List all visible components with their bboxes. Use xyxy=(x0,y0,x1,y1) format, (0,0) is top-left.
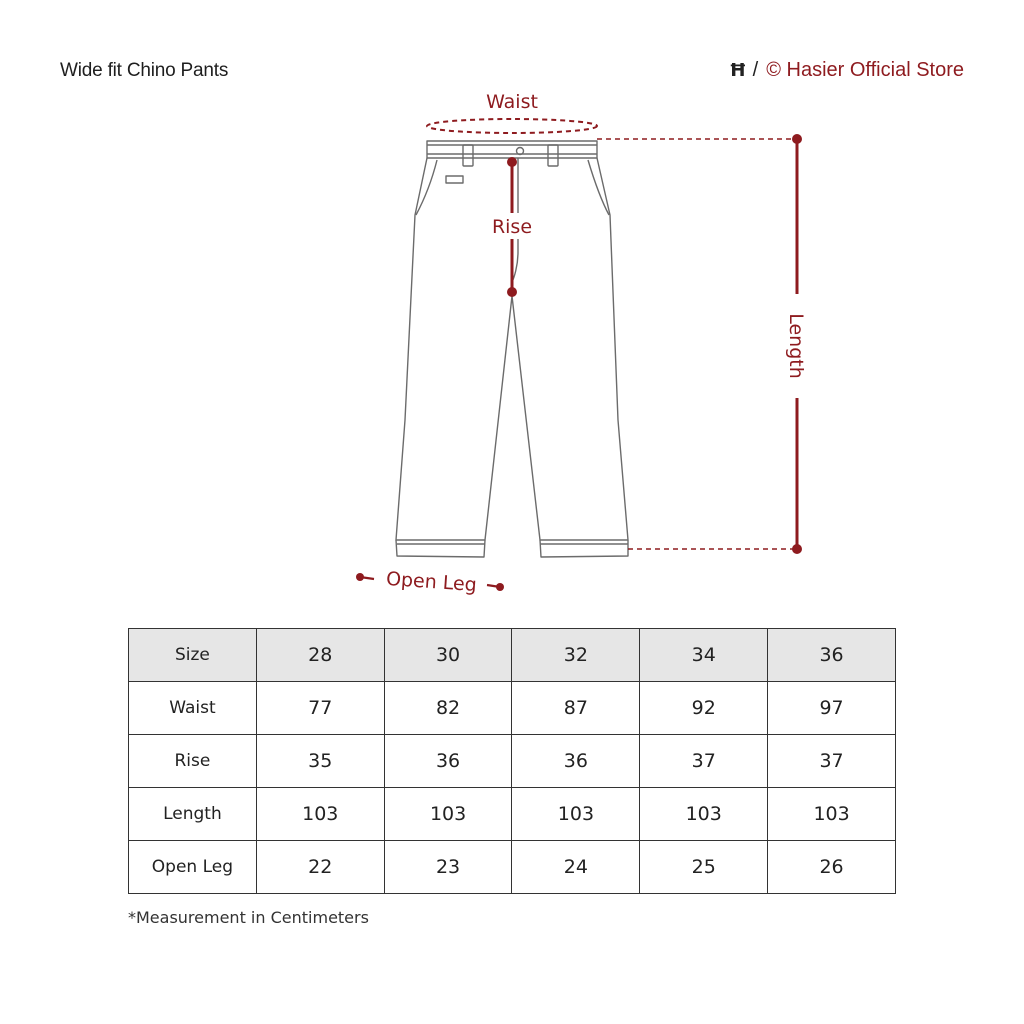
table-cell: 37 xyxy=(640,735,768,788)
brand-separator: / xyxy=(752,59,759,81)
table-cell: 35 xyxy=(256,735,384,788)
row-label: Length xyxy=(129,788,257,841)
brand-logo-icon: Ħ xyxy=(729,60,747,81)
belt-loop xyxy=(463,145,473,166)
table-cell: 24 xyxy=(512,841,640,894)
rise-label: Rise xyxy=(491,216,533,238)
waistband xyxy=(427,141,597,158)
table-cell: 25 xyxy=(640,841,768,894)
size-header-cell: 32 xyxy=(512,629,640,682)
measurement-footnote: *Measurement in Centimeters xyxy=(128,908,369,927)
table-cell: 22 xyxy=(256,841,384,894)
product-title: Wide fit Chino Pants xyxy=(60,60,229,81)
belt-loop xyxy=(548,145,558,166)
left-pocket xyxy=(416,160,437,215)
size-header-cell: 34 xyxy=(640,629,768,682)
size-header-cell: 36 xyxy=(768,629,896,682)
brand-store-name: © Hasier Official Store xyxy=(766,59,964,81)
left-hem xyxy=(396,540,485,557)
open-leg-label: Open Leg xyxy=(385,567,478,597)
size-table xyxy=(128,628,896,894)
table-cell: 103 xyxy=(640,788,768,841)
waist-label: Waist xyxy=(486,91,538,113)
table-cell: 36 xyxy=(512,735,640,788)
table-cell: 103 xyxy=(512,788,640,841)
size-header-cell: 28 xyxy=(256,629,384,682)
table-cell: 103 xyxy=(384,788,512,841)
table-row-open-leg xyxy=(129,841,896,894)
table-cell: 87 xyxy=(512,682,640,735)
table-cell: 26 xyxy=(768,841,896,894)
table-cell: 36 xyxy=(384,735,512,788)
row-label: Waist xyxy=(129,682,257,735)
table-cell: 37 xyxy=(768,735,896,788)
row-label: Open Leg xyxy=(129,841,257,894)
length-label: Length xyxy=(785,313,807,379)
table-row-waist xyxy=(129,682,896,735)
table-cell: 77 xyxy=(256,682,384,735)
right-hem xyxy=(540,540,628,557)
length-indicator xyxy=(597,134,802,554)
size-header-label: Size xyxy=(129,629,257,682)
table-cell: 92 xyxy=(640,682,768,735)
table-cell: 97 xyxy=(768,682,896,735)
table-cell: 103 xyxy=(768,788,896,841)
size-header-cell: 30 xyxy=(384,629,512,682)
coin-pocket xyxy=(446,176,463,183)
table-row-length xyxy=(129,788,896,841)
row-label: Rise xyxy=(129,735,257,788)
waist-indicator xyxy=(427,119,597,133)
table-cell: 23 xyxy=(384,841,512,894)
table-cell: 82 xyxy=(384,682,512,735)
size-header-row xyxy=(129,629,896,682)
right-pocket xyxy=(588,160,609,215)
table-cell: 103 xyxy=(256,788,384,841)
table-row-rise xyxy=(129,735,896,788)
